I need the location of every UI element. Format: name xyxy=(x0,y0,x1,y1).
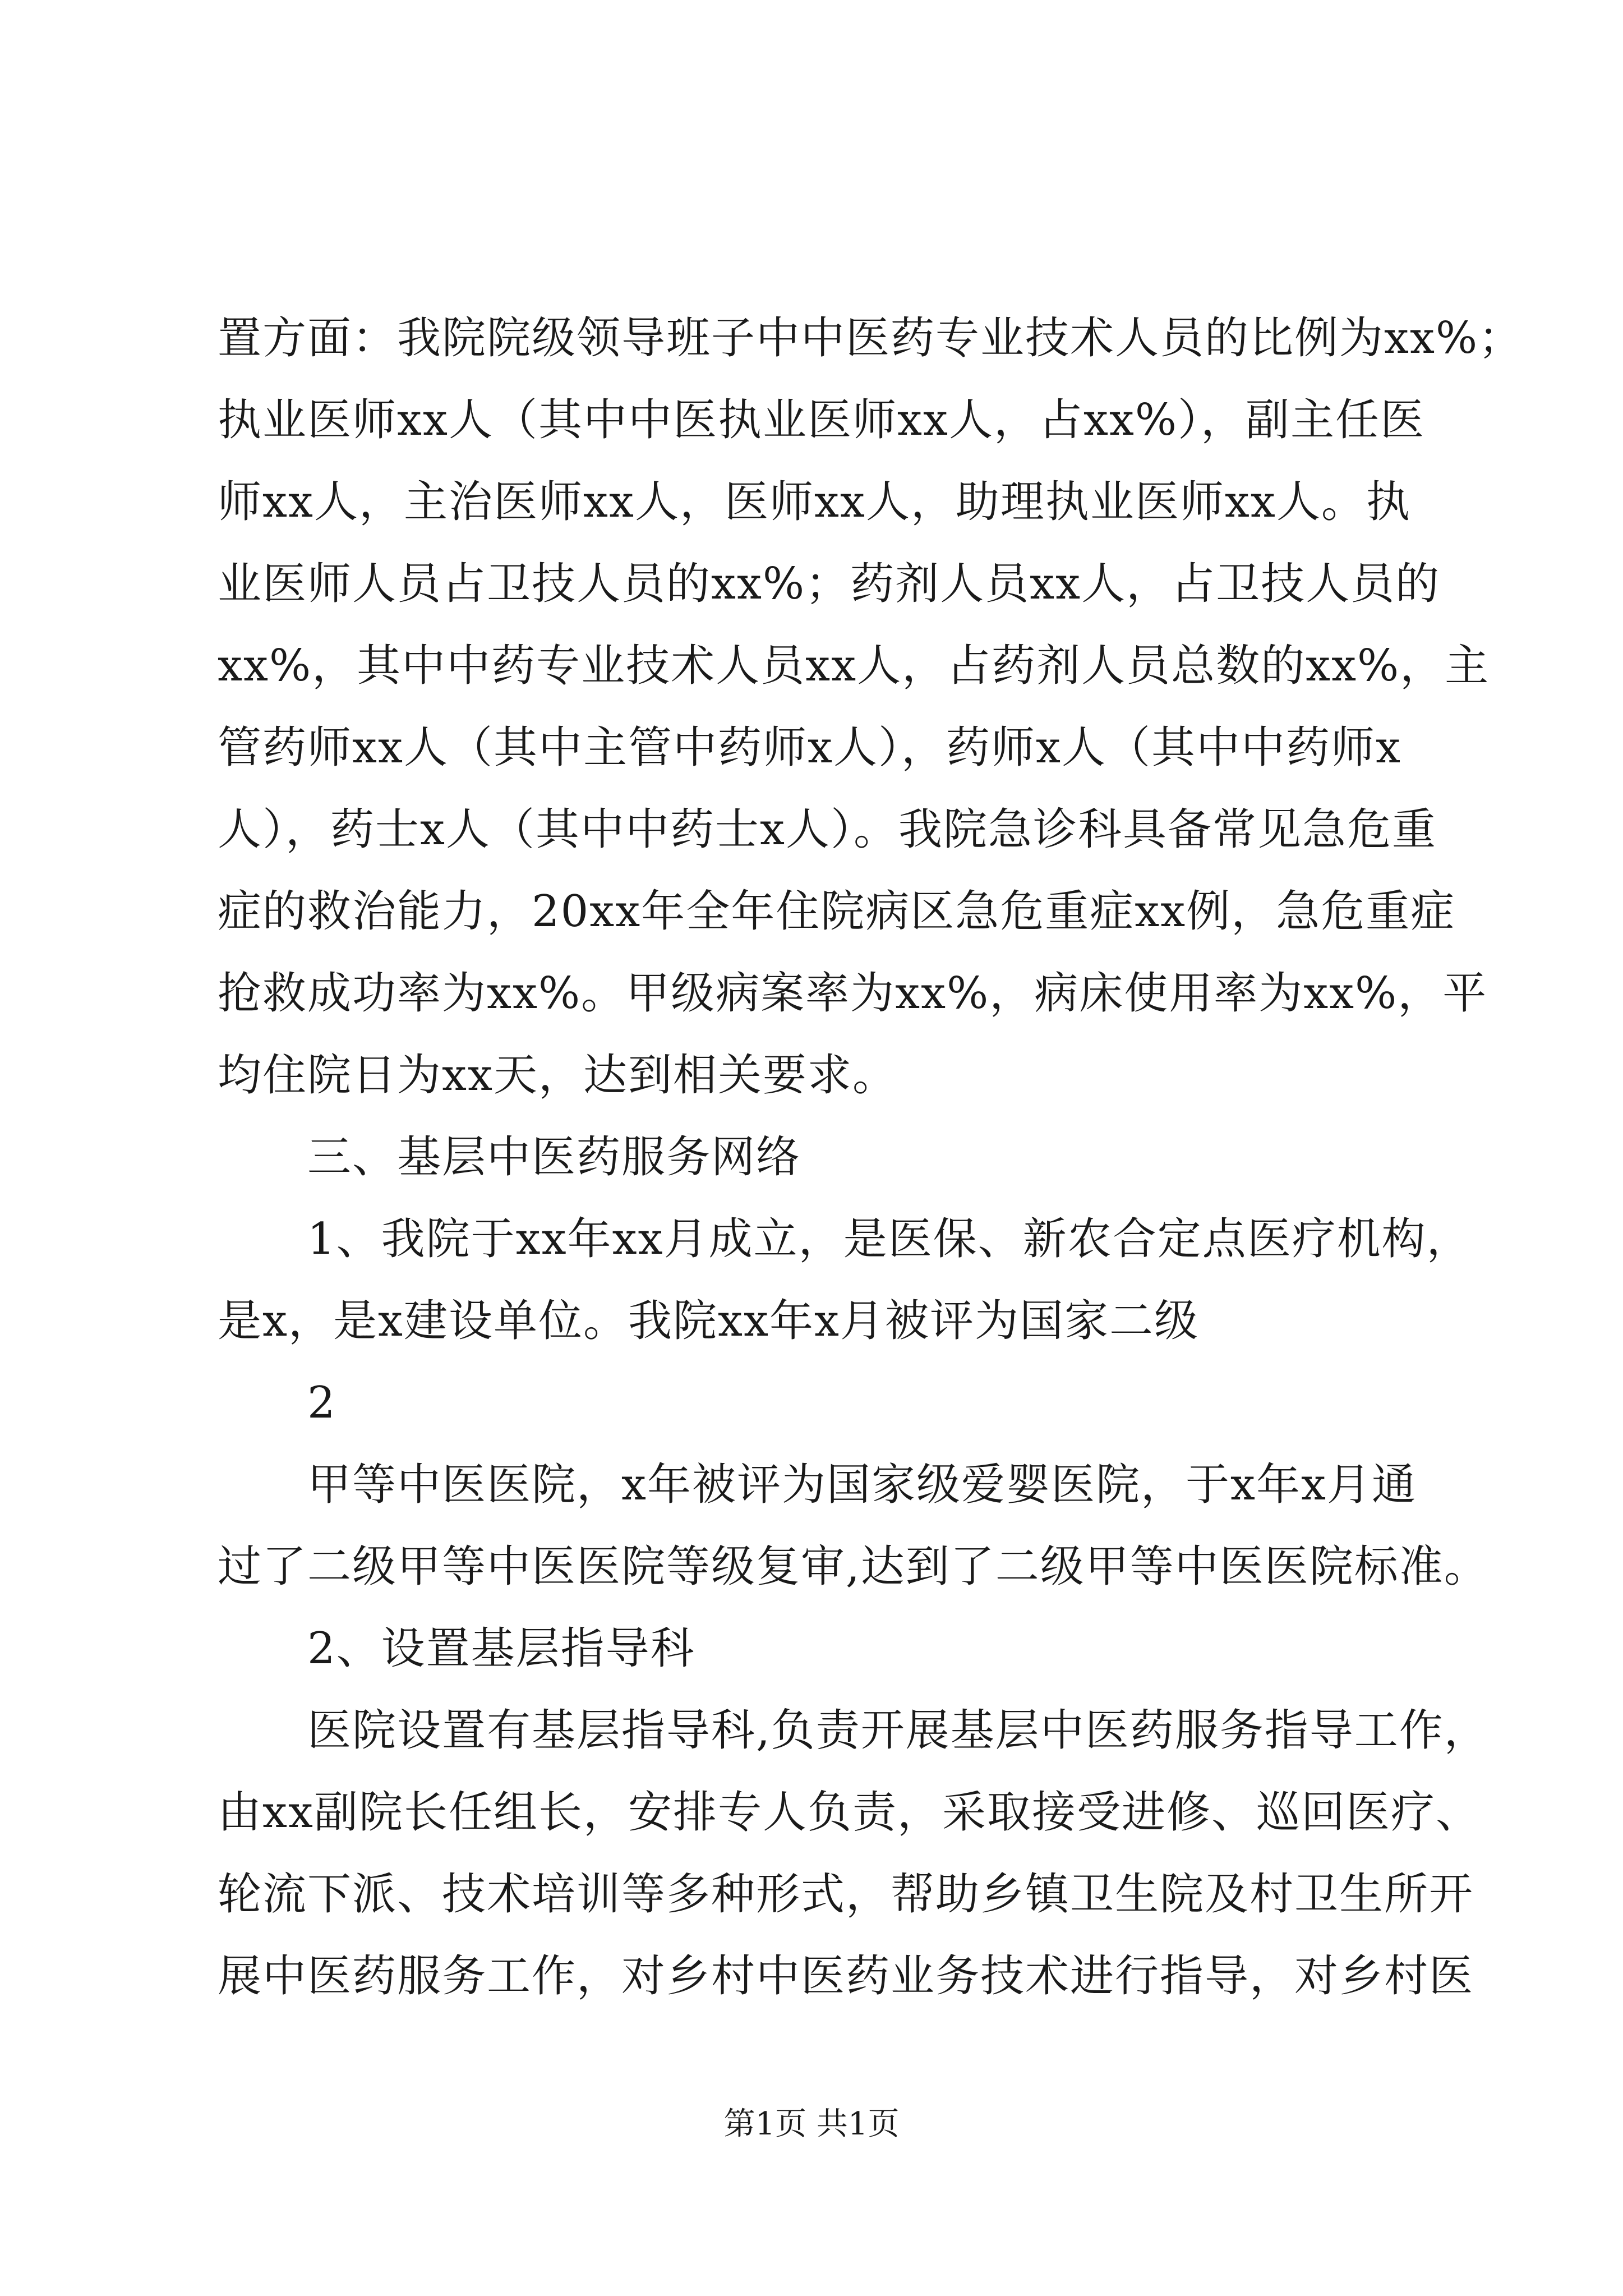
paragraph-line: 人），药士x人（其中中药士x人）。我院急诊科具备常见急危重 xyxy=(218,804,1437,855)
section-heading: 三、基层中医药服务网络 xyxy=(307,1132,801,1182)
paragraph-line: 业医师人员占卫技人员的xx%；药剂人员xx人，占卫技人员的 xyxy=(218,559,1441,609)
paragraph-line: 由xx副院长任组长，安排专人负责，采取接受进修、巡回医疗、 xyxy=(218,1787,1481,1838)
paragraph-line: 1、我院于xx年xx月成立，是医保、新农合定点医疗机构， xyxy=(307,1214,1472,1264)
paragraph-line: 师xx人，主治医师xx人，医师xx人，助理执业医师xx人。执 xyxy=(218,477,1411,527)
paragraph-line: 过了二级甲等中医医院等级复审,达到了二级甲等中医医院标准。 xyxy=(218,1542,1489,1592)
subsection-heading: 2、设置基层指导科 xyxy=(307,1623,695,1674)
paragraph-line: 管药师xx人（其中主管中药师x人），药师x人（其中中药师x xyxy=(218,723,1401,773)
paragraph-line: 置方面：我院院级领导班子中中医药专业技术人员的比例为xx%； xyxy=(218,313,1524,364)
paragraph-line: 是x，是x建设单位。我院xx年x月被评为国家二级 xyxy=(218,1296,1199,1346)
paragraph-line: 均住院日为xx天，达到相关要求。 xyxy=(218,1050,897,1101)
paragraph-line: 执业医师xx人（其中中医执业医师xx人，占xx%），副主任医 xyxy=(218,395,1426,445)
paragraph-line: 抢救成功率为xx%。甲级病案率为xx%，病床使用率为xx%，平 xyxy=(218,968,1488,1019)
paragraph-line: 展中医药服务工作，对乡村中医药业务技术进行指导，对乡村医 xyxy=(218,1951,1474,2001)
document-body xyxy=(218,297,1524,2017)
page-break-number: 2 xyxy=(307,1378,336,1428)
paragraph-line: 症的救治能力，20xx年全年住院病区急危重症xx例，急危重症 xyxy=(218,886,1456,937)
paragraph-line: 甲等中医医院，x年被评为国家级爱婴医院，于x年x月通 xyxy=(307,1460,1417,1510)
paragraph-line: 轮流下派、技术培训等多种形式，帮助乡镇卫生院及村卫生所开 xyxy=(218,1869,1474,1920)
paragraph-line: 医院设置有基层指导科,负责开展基层中医药服务指导工作， xyxy=(307,1705,1489,1756)
paragraph-line: xx%，其中中药专业技术人员xx人，占药剂人员总数的xx%，主 xyxy=(218,641,1490,691)
page-footer: 第1页 共1页 xyxy=(723,2106,900,2142)
